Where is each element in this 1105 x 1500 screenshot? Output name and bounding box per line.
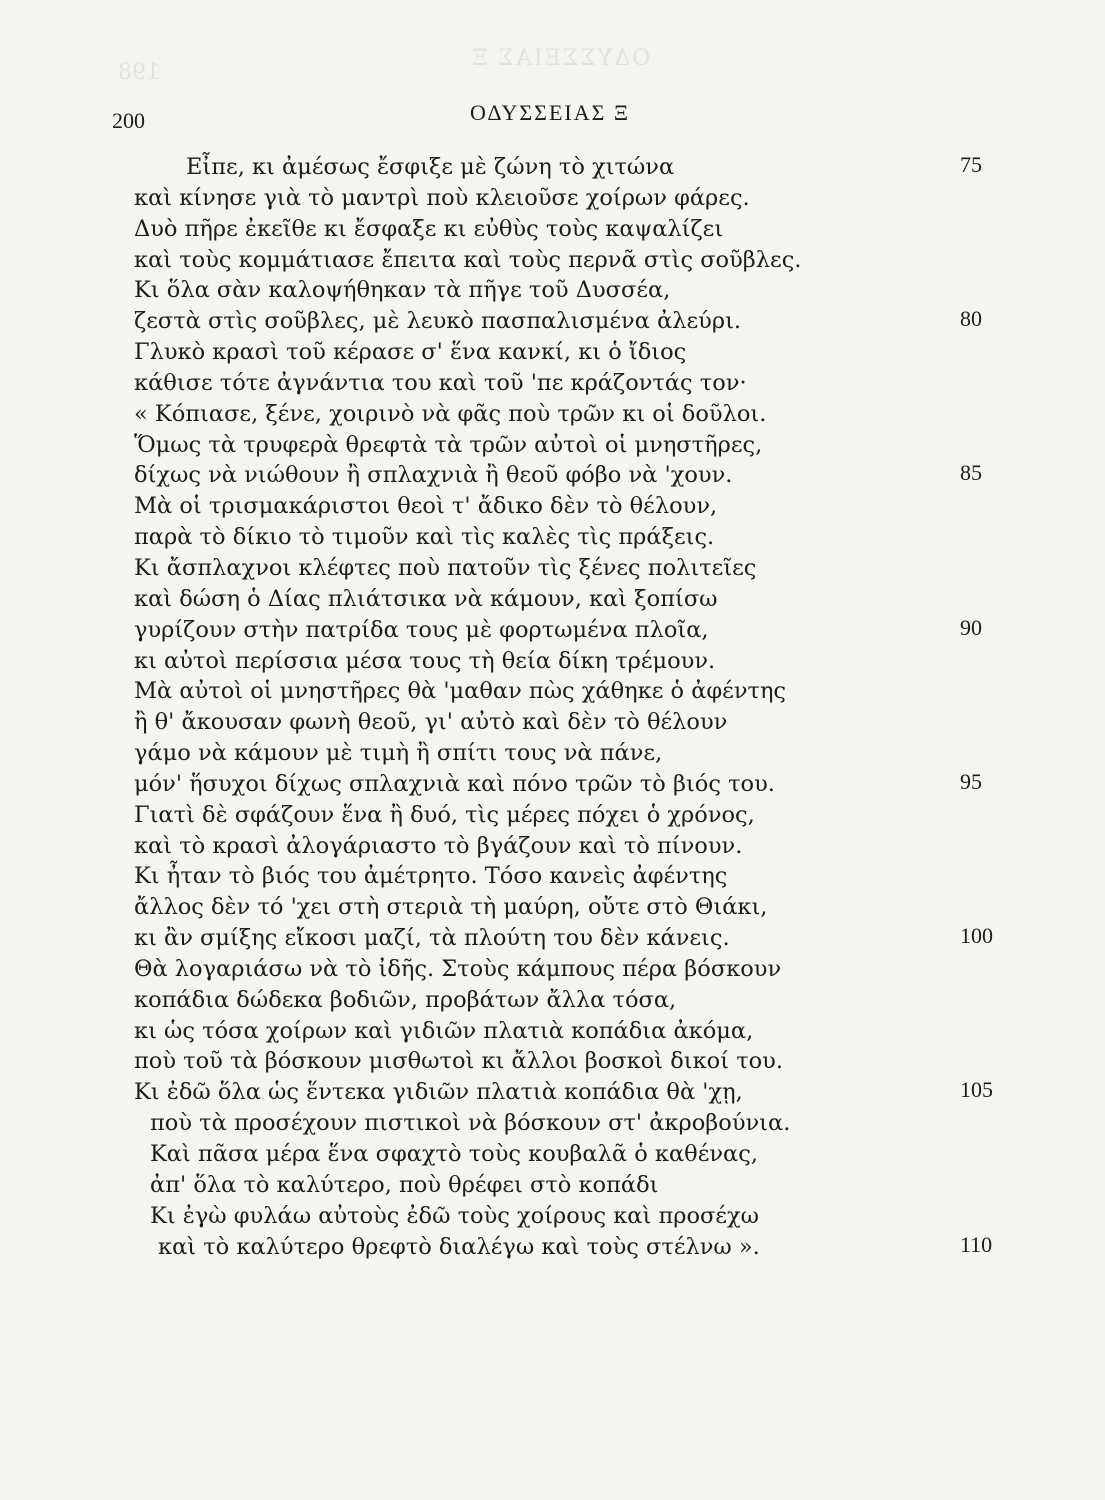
verse-text: κι ὡς τόσα χοίρων καὶ γιδιῶν πλατιὰ κοπάδια ἀκόμα,	[134, 1017, 754, 1044]
verse-text: « Κόπιασε, ξένε, χοιρινὸ νὰ φᾶς ποὺ τρῶν κι οἱ δοῦλοι.	[134, 400, 767, 427]
verse-text: Γλυκὸ κρασὶ τοῦ κέρασε σ' ἕνα κανκί, κι ὁ ἴδιος	[134, 339, 687, 366]
verse-text: παρὰ τὸ δίκιο τὸ τιμοῦν καὶ τὶς καλὲς τὶς πράξεις.	[134, 524, 715, 551]
verse-line	[0, 831, 1105, 862]
verse-line	[0, 676, 1105, 707]
verse-text: Μὰ αὐτοὶ οἱ μνηστῆρες θὰ 'μαθαν πὼς χάθηκε ὁ ἀφέντης	[134, 678, 787, 705]
verse-line	[0, 245, 1105, 276]
verse-line	[0, 1232, 1105, 1263]
verse-line	[0, 1077, 1105, 1108]
verse-line	[0, 584, 1105, 615]
verse-text: καὶ κίνησε γιὰ τὸ μαντρὶ ποὺ κλειοῦσε χοίρων φάρες.	[134, 184, 750, 211]
verse-text: γάμο νὰ κάμουν μὲ τιμὴ ἢ σπίτι τους νὰ πάνε,	[134, 740, 663, 767]
verse-text: κι ἂν σμίξης εἴκοσι μαζί, τὰ πλούτη του δὲν κάνεις.	[134, 925, 730, 952]
verse-text: μόν' ἥσυχοι δίχως σπλαχνιὰ καὶ πόνο τρῶν τὸ βιός του.	[134, 770, 775, 797]
verse-line	[0, 923, 1105, 954]
verse-line	[0, 491, 1105, 522]
verse-line	[0, 892, 1105, 923]
verse-line	[0, 553, 1105, 584]
verse-line	[0, 646, 1105, 677]
bleed-through-header: ΟΔΥΣΣΕΙΑΣ Ξ	[470, 46, 651, 71]
verse-text: καὶ τὸ καλύτερο θρεφτὸ διαλέγω καὶ τοὺς στέλνω ».	[158, 1233, 760, 1260]
line-number: 85	[960, 460, 982, 486]
verse-line	[0, 337, 1105, 368]
line-number: 80	[960, 306, 982, 332]
verse-block	[0, 152, 1105, 1262]
verse-text: ἢ θ' ἄκουσαν φωνὴ θεοῦ, γι' αὐτὸ καὶ δὲν τὸ θέλουν	[134, 709, 728, 736]
verse-line	[0, 430, 1105, 461]
verse-line	[0, 152, 1105, 183]
verse-line	[0, 368, 1105, 399]
verse-line	[0, 707, 1105, 738]
verse-line	[0, 460, 1105, 491]
line-number: 100	[960, 923, 993, 949]
verse-line	[0, 1170, 1105, 1201]
verse-line	[0, 1201, 1105, 1232]
verse-text: κοπάδια δώδεκα βοδιῶν, προβάτων ἄλλα τόσα,	[134, 986, 677, 1013]
line-number: 90	[960, 614, 982, 640]
verse-line	[0, 615, 1105, 646]
verse-line	[0, 769, 1105, 800]
verse-line	[0, 861, 1105, 892]
page-number: 200	[112, 108, 145, 133]
running-title: ΟΔΥΣΣΕΙΑΣ Ξ	[470, 100, 631, 125]
verse-line	[0, 522, 1105, 553]
verse-text: Κι ἐδῶ ὅλα ὡς ἕντεκα γιδιῶν πλατιὰ κοπάδια θὰ 'χῃ,	[134, 1079, 743, 1106]
verse-text: Μὰ οἱ τρισμακάριστοι θεοὶ τ' ἄδικο δὲν τὸ θέλουν,	[134, 493, 718, 520]
verse-text: Ὅμως τὰ τρυφερὰ θρεφτὰ τὰ τρῶν αὐτοὶ οἱ μνηστῆρες,	[134, 431, 763, 458]
verse-text: καὶ τὸ κρασὶ ἀλογάριαστο τὸ βγάζουν καὶ τὸ πίνουν.	[134, 832, 743, 859]
line-number: 95	[960, 768, 982, 794]
verse-text: κι αὐτοὶ περίσσια μέσα τους τὴ θεία δίκη τρέμουν.	[134, 647, 716, 674]
line-number: 105	[960, 1077, 993, 1103]
verse-line	[0, 306, 1105, 337]
verse-text: ποὺ τοῦ τὰ βόσκουν μισθωτοὶ κι ἄλλοι βοσκοὶ δικοί του.	[134, 1048, 784, 1075]
verse-text: Δυὸ πῆρε ἐκεῖθε κι ἔσφαξε κι εὐθὺς τοὺς καψαλίζει	[134, 215, 724, 242]
verse-line	[0, 800, 1105, 831]
verse-line	[0, 214, 1105, 245]
verse-text: Θὰ λογαριάσω νὰ τὸ ἰδῆς. Στοὺς κάμπους πέρα βόσκουν	[134, 955, 782, 982]
verse-text: γυρίζουν στὴν πατρίδα τους μὲ φορτωμένα πλοῖα,	[134, 616, 709, 643]
verse-line	[0, 399, 1105, 430]
verse-text: Κι ἦταν τὸ βιός του ἀμέτρητο. Τόσο κανεὶς ἀφέντης	[134, 863, 728, 890]
verse-line	[0, 738, 1105, 769]
verse-text: Κι ἄσπλαχνοι κλέφτες ποὺ πατοῦν τὶς ξένες πολιτεῖες	[134, 554, 757, 581]
verse-line	[0, 183, 1105, 214]
verse-line	[0, 1139, 1105, 1170]
verse-text: ποὺ τὰ προσέχουν πιστικοὶ νὰ βόσκουν στ' ἀκροβούνια.	[150, 1110, 791, 1137]
verse-text: Κι ὅλα σὰν καλοψήθηκαν τὰ πῆγε τοῦ Δυσσέα,	[134, 277, 671, 304]
verse-text: Κι ἐγὼ φυλάω αὐτοὺς ἐδῶ τοὺς χοίρους καὶ προσέχω	[150, 1202, 760, 1229]
verse-text: Εἶπε, κι ἀμέσως ἔσφιξε μὲ ζώνη τὸ χιτώνα	[186, 154, 675, 180]
verse-text: καὶ δώση ὁ Δίας πλιάτσικα νὰ κάμουν, καὶ ξοπίσω	[134, 585, 718, 612]
verse-text: ἄλλος δὲν τό 'χει στὴ στεριὰ τὴ μαύρη, οὔτε στὸ Θιάκι,	[134, 894, 768, 921]
line-number: 110	[960, 1231, 993, 1257]
verse-text: κάθισε τότε ἀγνάντια του καὶ τοῦ 'πε κράζοντάς τον·	[134, 369, 747, 396]
line-number: 75	[960, 152, 982, 177]
verse-text: καὶ τοὺς κομμάτιασε ἔπειτα καὶ τοὺς περνᾶ στὶς σοῦβλες.	[134, 246, 802, 273]
verse-line	[0, 954, 1105, 985]
verse-text: ἀπ' ὅλα τὸ καλύτερο, ποὺ θρέφει στὸ κοπάδι	[150, 1171, 659, 1198]
verse-text: Γιατὶ δὲ σφάζουν ἕνα ἢ δυό, τὶς μέρες πόχει ὁ χρόνος,	[134, 801, 755, 828]
verse-text: Καὶ πᾶσα μέρα ἕνα σφαχτὸ τοὺς κουβαλᾶ ὁ καθένας,	[150, 1141, 759, 1167]
verse-line	[0, 275, 1105, 306]
verse-line	[0, 1016, 1105, 1047]
verse-line	[0, 1046, 1105, 1077]
verse-text: ζεστὰ στὶς σοῦβλες, μὲ λευκὸ πασπαλισμένα ἀλεύρι.	[134, 308, 742, 335]
verse-text: δίχως νὰ νιώθουν ἢ σπλαχνιὰ ἢ θεοῦ φόβο νὰ 'χουν.	[134, 462, 733, 489]
verse-line	[0, 1108, 1105, 1139]
bleed-through-page-number: 198	[118, 60, 160, 85]
verse-line	[0, 985, 1105, 1016]
